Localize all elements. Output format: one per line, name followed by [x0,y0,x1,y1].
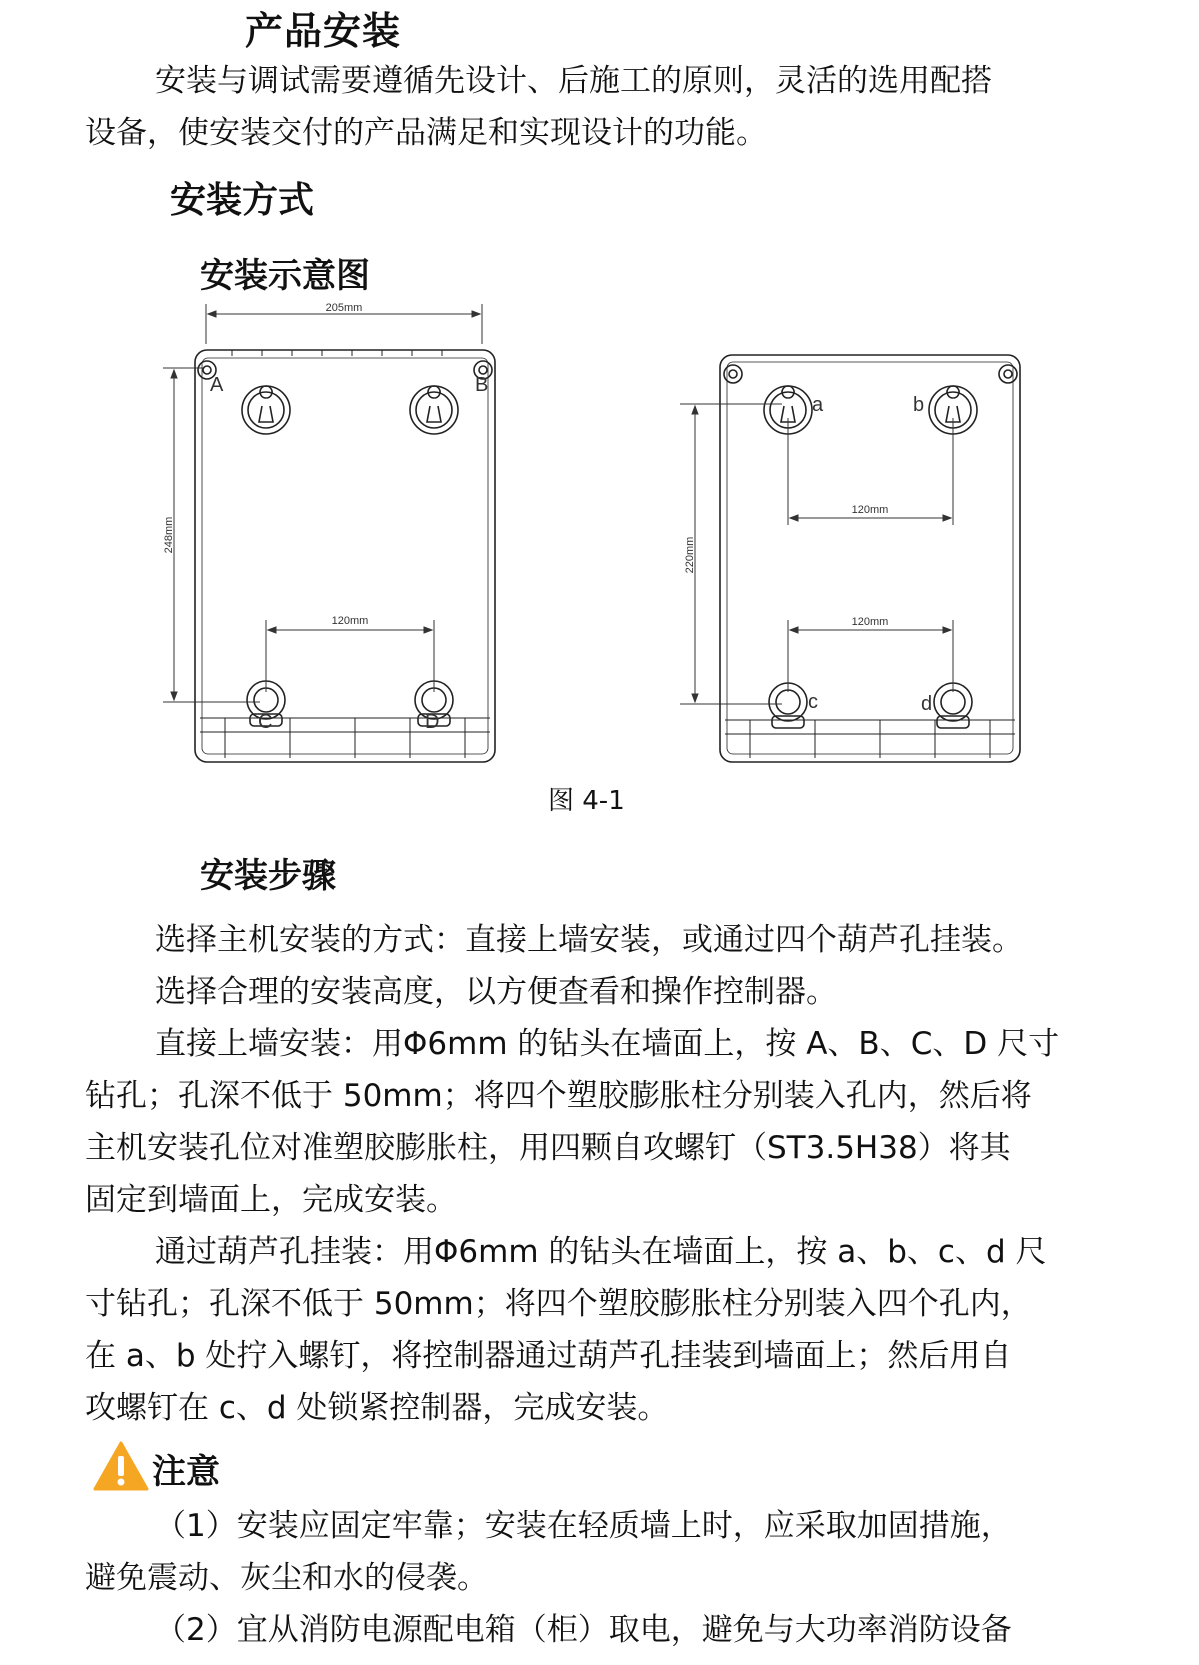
label-b: b [913,394,925,416]
wall-mount-line-3: 主机安装孔位对准塑胶膨胀柱，用四颗自攻螺钉（ST3.5H38）将其 [85,1130,1011,1166]
right-device [720,355,1020,762]
intro-line-2: 设备，使安装交付的产品满足和实现设计的功能。 [85,115,767,151]
keyhole-top-left [242,386,290,434]
note-line-2: 避免震动、灰尘和水的侵袭。 [85,1560,488,1596]
hang-mount-line-4: 攻螺钉在 c、d 处锁紧控制器，完成安装。 [85,1390,669,1426]
label-d: d [921,693,933,715]
step-line-1: 选择主机安装的方式：直接上墙安装，或通过四个葫芦孔挂装。 [155,922,1023,958]
notes-paragraph [85,1500,1105,1656]
intro-line-1: 安装与调试需要遵循先设计、后施工的原则，灵活的选用配搭 [155,63,992,99]
wall-mount-line-1: 直接上墙安装：用Φ6mm 的钻头在墙面上，按 A、B、C、D 尺寸 [155,1026,1060,1062]
page-title: 产品安装 [245,9,402,53]
label-A: A [210,374,224,396]
left-device [195,350,495,762]
section-install-method: 安装方式 [170,180,315,221]
step-line-2: 选择合理的安装高度，以方便查看和操作控制器。 [155,974,837,1010]
label-a: a [812,394,824,416]
hang-mount-line-1: 通过葫芦孔挂装：用Φ6mm 的钻头在墙面上，按 a、b、c、d 尺 [155,1234,1047,1270]
label-C: C [258,711,273,733]
keyhole-top-right [410,386,458,434]
installation-diagram [0,300,1199,770]
intro-paragraph [85,55,1105,159]
left-hole-spacing-label: 120mm [331,615,369,627]
note-line-3: （2）宜从消防电源配电箱（柜）取电，避免与大功率消防设备 [155,1612,1012,1648]
right-top-spacing-label: 120mm [851,504,889,516]
right-height-label: 220mm [684,536,696,574]
label-B: B [475,374,489,396]
right-bottom-spacing-label: 120mm [851,616,889,628]
warning-icon [92,1440,150,1492]
steps-paragraph [85,914,1105,1434]
note-line-1: （1）安装应固定牢靠；安装在轻质墙上时，应采取加固措施， [155,1508,1012,1544]
left-width-label: 205mm [325,302,363,314]
label-D: D [425,711,440,733]
wall-mount-line-2: 钻孔；孔深不低于 50mm；将四个塑胶膨胀柱分别装入孔内，然后将 [85,1078,1032,1114]
hang-mount-line-3: 在 a、b 处拧入螺钉，将控制器通过葫芦孔挂装到墙面上；然后用自 [85,1338,1012,1374]
subsection-steps: 安装步骤 [200,856,336,896]
wall-mount-line-4: 固定到墙面上，完成安装。 [85,1182,457,1218]
left-device-outline [195,350,495,762]
notice-label: 注意 [152,1452,220,1492]
label-c: c [808,691,818,713]
subsection-diagram: 安装示意图 [200,256,370,296]
hang-mount-line-2: 寸钻孔；孔深不低于 50mm；将四个塑胶膨胀柱分别装入四个孔内， [85,1286,1032,1322]
figure-caption: 图 4-1 [548,786,625,816]
left-height-label: 248mm [163,516,175,554]
